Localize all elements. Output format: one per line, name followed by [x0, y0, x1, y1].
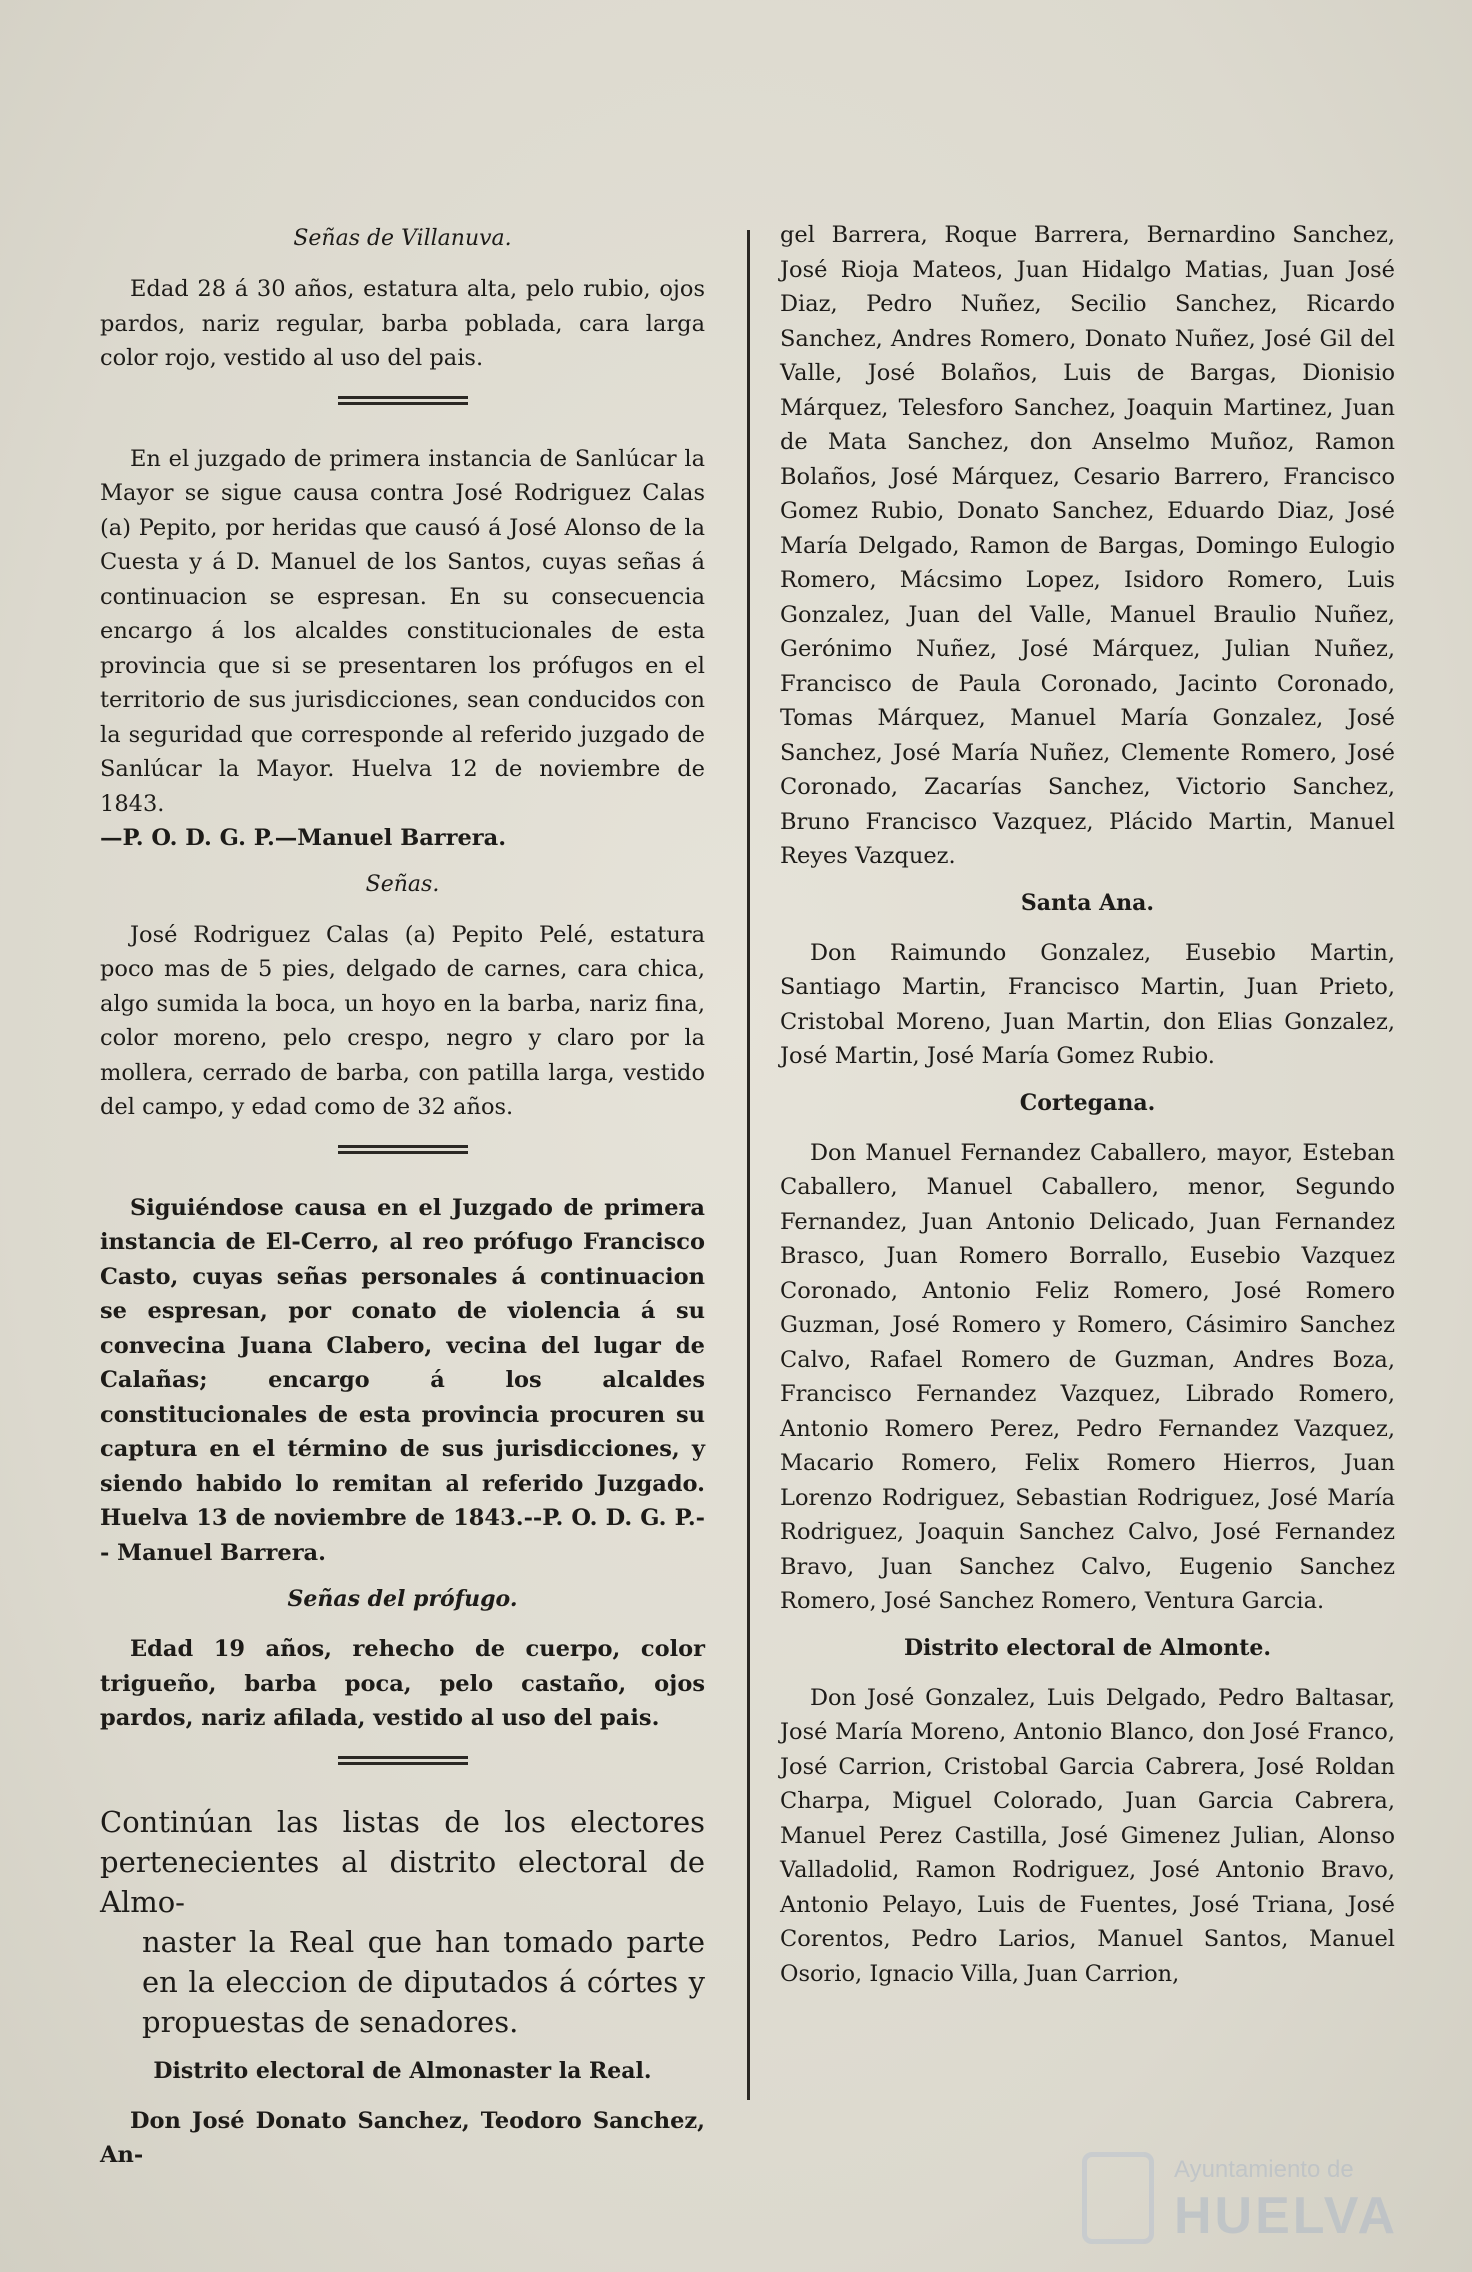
paragraph-profugo-description: Edad 19 años, rehecho de cuerpo, color trigueño, barba poca, pelo castaño, ojos pardos, nariz afilada, vestido al uso del pais. [100, 1636, 705, 1731]
section-divider [338, 1145, 468, 1155]
electors-list-heading [100, 1802, 705, 2042]
electors-heading-rest: naster la Real que han tomado parte en la eleccion de diputados á córtes y propuestas de senadores. [142, 1924, 705, 2039]
left-column [100, 210, 705, 2173]
right-column [780, 218, 1395, 1991]
heading-almonte: Distrito electoral de Almonte. [903, 1634, 1272, 1661]
electors-heading-first-line: Continúan las listas de los electores pertenecientes al distrito electoral de Almo- [100, 1804, 705, 1919]
heading-senas-villanuva: Señas de Villanuva. [293, 226, 512, 251]
paragraph-almonaster-electors-cont: gel Barrera, Roque Barrera, Bernardino Sanchez, José Rioja Mateos, Juan Hidalgo Matias, Juan José Diaz, Pedro Nuñez, Secilio Sanchez, Ricardo Sanchez, Andres Romero, Donato Nuñez, José Gil del Valle, José Bolaños, Luis de Bargas, Dionisio Márquez, Telesforo Sanchez, Joaquin Martinez, Juan de Mata Sanchez, don Anselmo Muñoz, Ramon Bolaños, José Márquez, Cesario Barrero, Francisco Gomez Rubio, Donato Sanchez, Eduardo Diaz, José María Delgado, Ramon de Bargas, Domingo Eulogio Romero, Mácsimo Lopez, Isidoro Romero, Luis Gonzalez, Juan del Valle, Manuel Braulio Nuñez, Gerónimo Nuñez, José Márquez, Julian Nuñez, Francisco de Paula Coronado, Jacinto Coronado, Tomas Márquez, Manuel María Gonzalez, José Sanchez, José María Nuñez, Clemente Romero, José Coronado, Zacarías Sanchez, Victorio Sanchez, Bruno Francisco Vazquez, Plácido Martin, Manuel Reyes Vazquez. [780, 222, 1395, 869]
paragraph-villanuva-description: Edad 28 á 30 años, estatura alta, pelo rubio, ojos pardos, nariz regular, barba poblada, cara larga color rojo, vestido al uso del pais. [100, 276, 705, 371]
signature-line: —P. O. D. G. P.—Manuel Barrera. [100, 825, 507, 851]
watermark-line2: HUELVA [1174, 2187, 1399, 2245]
heading-almonaster: Distrito electoral de Almonaster la Real. [153, 2057, 652, 2084]
column-rule [747, 230, 750, 2100]
heading-santa-ana: Santa Ana. [1020, 889, 1155, 916]
watermark [1082, 2152, 1412, 2252]
paragraph-almonaster-electors: Don José Donato Sanchez, Teodoro Sanchez, An- [100, 2107, 705, 2168]
paragraph-el-cerro-notice: Siguiéndose causa en el Juzgado de primera instancia de El-Cerro, al reo prófugo Francisco Casto, cuyas señas personales á continuacion se espresan, por conato de violencia á su convecina Juana Clabero, vecina del lugar de Calañas; encargo á los alcaldes constitucionales de esta provincia procuren su captura en el término de sus jurisdicciones, y siendo habido lo remitan al referido Juzgado. Huelva 13 de noviembre de 1843.--P. O. D. G. P.-- Manuel Barrera. [100, 1194, 705, 1566]
watermark-line1: Ayuntamiento de [1174, 2156, 1354, 2183]
heading-senas-profugo: Señas del prófugo. [287, 1586, 518, 1612]
paragraph-santa-ana-electors: Don Raimundo Gonzalez, Eusebio Martin, Santiago Martin, Francisco Martin, Juan Prieto, Cristobal Moreno, Juan Martin, don Elias Gonzalez, José Martin, José María Gomez Rubio. [780, 939, 1395, 1069]
section-divider [338, 396, 468, 406]
heading-cortegana: Cortegana. [1019, 1089, 1156, 1116]
paragraph-sanlucar-notice: En el juzgado de primera instancia de Sanlúcar la Mayor se sigue causa contra José Rodriguez Calas (a) Pepito, por heridas que causó á José Alonso de la Cuesta y á D. Manuel de los Santos, cuyas señas á continuacion se espresan. En su consecuencia encargo á los alcaldes constitucionales de esta provincia que si se presentaren los prófugos en el territorio de sus jurisdicciones, sean conducidos con la seguridad que corresponde al referido juzgado de Sanlúcar la Mayor. Huelva 12 de noviembre de 1843. [100, 445, 705, 817]
heading-senas: Señas. [365, 871, 440, 897]
city-hall-logo-icon [1082, 2152, 1154, 2244]
paragraph-almonte-electors: Don José Gonzalez, Luis Delgado, Pedro Baltasar, José María Moreno, Antonio Blanco, don José Franco, José Carrion, Cristobal Garcia Cabrera, José Roldan Charpa, Miguel Colorado, Juan Garcia Cabrera, Manuel Perez Castilla, José Gimenez Julian, Alonso Valladolid, Ramon Rodriguez, José Antonio Bravo, Antonio Pelayo, Luis de Fuentes, José Triana, José Corentos, Pedro Larios, Manuel Santos, Manuel Osorio, Ignacio Villa, Juan Carrion, [780, 1684, 1395, 1987]
section-divider [338, 1756, 468, 1766]
paragraph-cortegana-electors: Don Manuel Fernandez Caballero, mayor, Esteban Caballero, Manuel Caballero, menor, Segundo Fernandez, Juan Antonio Delicado, Juan Fernandez Brasco, Juan Romero Borrallo, Eusebio Vazquez Coronado, Antonio Feliz Romero, José Romero Guzman, José Romero y Romero, Cásimiro Sanchez Calvo, Rafael Romero de Guzman, Andres Boza, Francisco Fernandez Vazquez, Librado Romero, Antonio Romero Perez, Pedro Fernandez Vazquez, Macario Romero, Felix Romero Hierros, Juan Lorenzo Rodriguez, Sebastian Rodriguez, José María Rodriguez, Joaquin Sanchez Calvo, José Fernandez Bravo, Juan Sanchez Calvo, Eugenio Sanchez Romero, José Sanchez Romero, Ventura Garcia. [780, 1139, 1395, 1614]
paragraph-pepito-description: José Rodriguez Calas (a) Pepito Pelé, estatura poco mas de 5 pies, delgado de carnes, cara chica, algo sumida la boca, un hoyo en la barba, nariz fina, color moreno, pelo crespo, negro y claro por la mollera, cerrado de barba, con patilla larga, vestido del campo, y edad como de 32 años. [100, 921, 705, 1120]
